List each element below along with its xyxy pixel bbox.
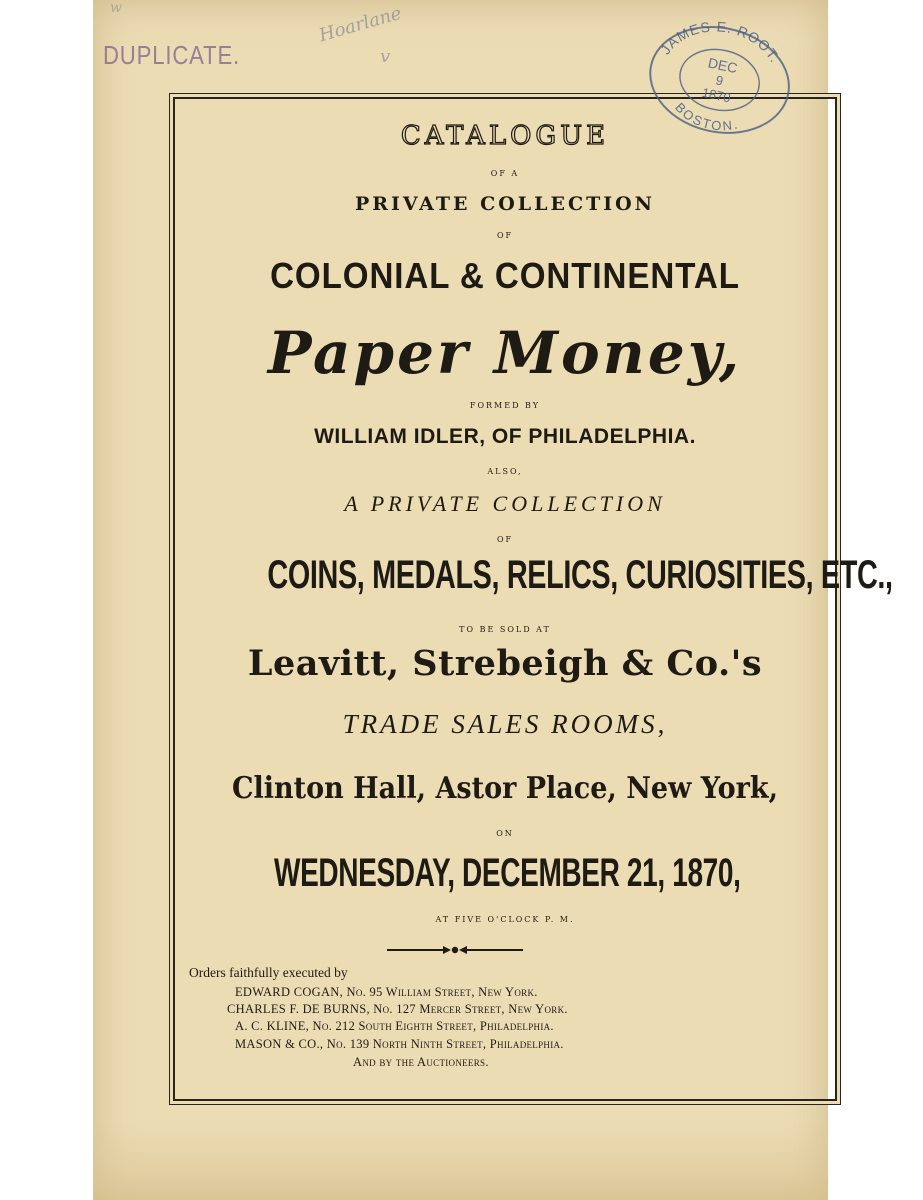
date-stamp-seal-icon: [640, 18, 800, 138]
corner-pencil-mark: w: [110, 0, 122, 16]
stamp-day: 9: [714, 72, 725, 89]
sale-date: WEDNESDAY, DECEMBER 21, 1870,: [274, 851, 741, 895]
private-collection-heading: PRIVATE COLLECTION: [354, 193, 656, 215]
auctioneer-name: Leavitt, Strebeigh & Co.'s: [247, 643, 763, 684]
stamp-city: BOSTON.: [672, 99, 741, 134]
title-border: [173, 97, 893, 1101]
colonial-continental-heading: COLONIAL & CONTINENTAL: [270, 255, 740, 296]
agent-entry: MASON & CO., No. 139 North Ninth Street, Philadelphia.: [235, 1037, 564, 1051]
stamp-month: DEC: [706, 54, 739, 77]
duplicate-stamp: DUPLICATE.: [103, 40, 241, 70]
on-text: ON: [496, 829, 514, 838]
to-be-sold-text: TO BE SOLD AT: [459, 625, 551, 634]
agent-entry: A. C. KLINE, No. 212 South Eighth Street, Philadelphia.: [235, 1019, 554, 1033]
svg-text:BOSTON.: [669, 98, 744, 138]
formed-by-text: FORMED BY: [469, 401, 541, 410]
agent-entry: EDWARD COGAN, No. 95 William Street, New York.: [235, 985, 538, 999]
auctioneers-line: And by the Auctioneers.: [353, 1055, 489, 1069]
sale-time: AT FIVE O'CLOCK P. M.: [435, 915, 575, 924]
ornament-divider-icon: [385, 942, 525, 958]
of-a-text: OF A: [490, 169, 520, 178]
agent-entry: CHARLES F. DE BURNS, No. 127 Mercer Street, New York.: [227, 1002, 568, 1016]
sale-location: Clinton Hall, Astor Place, New York,: [232, 771, 778, 806]
collector-name: WILLIAM IDLER, OF PHILADELPHIA.: [314, 425, 696, 448]
catalogue-page: [93, 0, 893, 1200]
also-text: ALSO,: [487, 467, 523, 476]
paper-money-heading: Paper Money,: [267, 319, 743, 387]
of-text: OF: [496, 231, 514, 240]
orders-intro: Orders faithfully executed by: [189, 965, 348, 980]
pencil-check-mark: v: [380, 46, 391, 67]
coins-medals-heading: COINS, MEDALS, RELICS, CURIOSITIES, ETC.,: [267, 553, 893, 597]
trade-sales-rooms: TRADE SALES ROOMS,: [342, 709, 668, 739]
of-text-2: OF: [496, 535, 514, 544]
catalogue-heading: CATALOGUE: [400, 121, 610, 151]
private-collection-subheading: A PRIVATE COLLECTION: [344, 491, 666, 516]
stamp-year: 1870: [700, 84, 733, 106]
stamp-name: JAMES E. ROOT.: [657, 18, 784, 66]
pencil-annotation: Hoarlane: [316, 2, 404, 47]
